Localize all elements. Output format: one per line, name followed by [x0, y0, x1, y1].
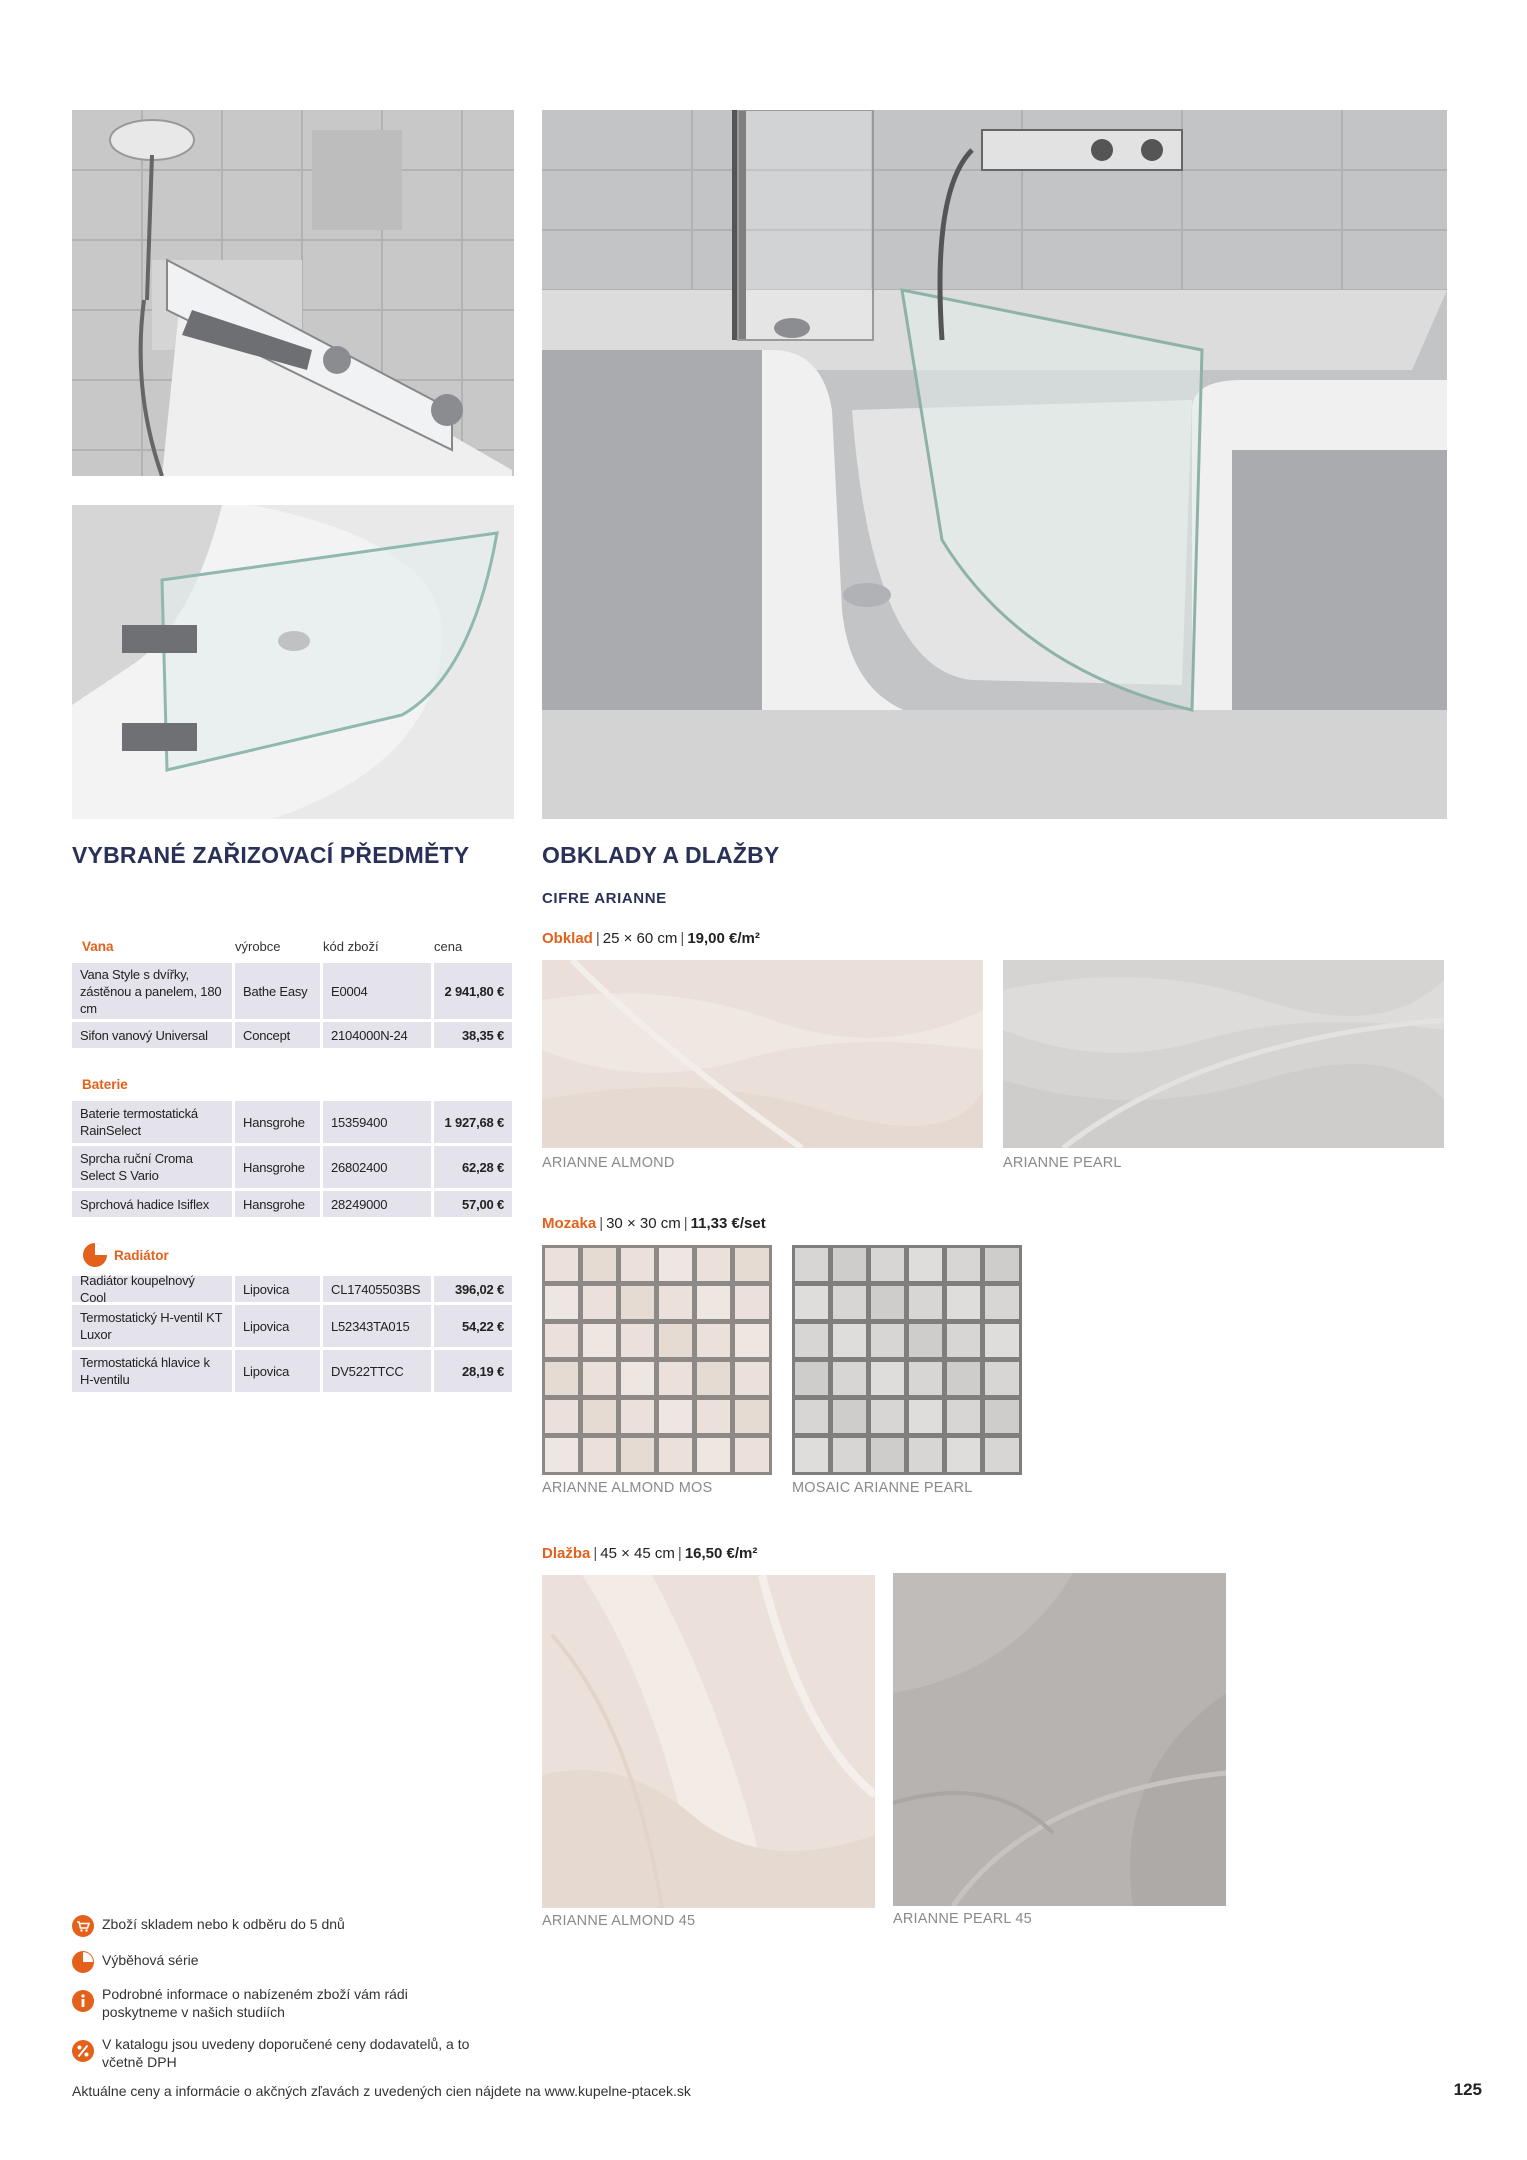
spec-price: 19,00 €/m²: [687, 930, 760, 947]
spec-obklad: Obklad | 25 × 60 cm | 19,00 €/m²: [542, 930, 760, 947]
column-header-price: cena: [434, 938, 463, 954]
spec-label: Dlažba: [542, 1545, 591, 1562]
tile-arianne-almond-45: [542, 1575, 875, 1908]
legend-item: [72, 2035, 472, 2071]
caption-arianne-almond-mos: ARIANNE ALMOND MOS: [542, 1480, 713, 1496]
pie-clearance-icon: [82, 1242, 108, 1268]
percent-icon: [72, 2040, 94, 2062]
product-code: CL17405503BS: [323, 1276, 431, 1302]
spec-label: Mozaka: [542, 1215, 597, 1232]
photo-glass-door-detail: [72, 505, 514, 819]
table-row: [72, 1146, 512, 1188]
info-icon: [72, 1990, 94, 2012]
product-manufacturer: Hansgrohe: [235, 1146, 320, 1188]
section-header-vana: [72, 932, 512, 960]
spec-price: 11,33 €/set: [690, 1215, 766, 1232]
product-name: Termostatický H-ventil KT Luxor: [72, 1305, 232, 1347]
spec-size: 30 × 30 cm: [606, 1215, 681, 1232]
table-row: [72, 1305, 512, 1347]
tile-arianne-pearl: [1003, 960, 1444, 1148]
table-row: [72, 1191, 512, 1217]
product-manufacturer: Lipovica: [235, 1350, 320, 1392]
caption-arianne-pearl: ARIANNE PEARL: [1003, 1155, 1122, 1171]
product-name: Baterie termostatická RainSelect: [72, 1101, 232, 1143]
caption-arianne-pearl-45: ARIANNE PEARL 45: [893, 1911, 1032, 1927]
collection-name: CIFRE ARIANNE: [542, 890, 667, 907]
spec-label: Obklad: [542, 930, 593, 947]
product-price: 62,28 €: [434, 1146, 512, 1188]
footer-note: Aktuálne ceny a informácie o akčných zľavách z uvedených cien nájdete na www.kupelne-ptacek.sk: [72, 2083, 691, 2099]
caption-mosaic-arianne-pearl: MOSAIC ARIANNE PEARL: [792, 1480, 973, 1496]
section-title: Radiátor: [114, 1247, 169, 1263]
product-manufacturer: Bathe Easy: [235, 963, 320, 1019]
legend-item: [72, 1951, 199, 1973]
product-name: Vana Style s dvířky, zástěnou a panelem, 180 cm: [72, 963, 232, 1019]
table-row: [72, 1350, 512, 1392]
product-price: 54,22 €: [434, 1305, 512, 1347]
product-price: 28,19 €: [434, 1350, 512, 1392]
product-code: E0004: [323, 963, 431, 1019]
product-price: 396,02 €: [434, 1276, 512, 1302]
product-code: 28249000: [323, 1191, 431, 1217]
section-title-wrap: [72, 1242, 231, 1268]
pie-clearance-icon: [72, 1951, 94, 1973]
table-row: [72, 1022, 512, 1048]
section-header-baterie: [72, 1070, 512, 1098]
product-price: 2 941,80 €: [434, 963, 512, 1019]
spec-size: 45 × 45 cm: [600, 1545, 675, 1562]
product-price: 57,00 €: [434, 1191, 512, 1217]
photo-bathtub-with-door: [542, 110, 1447, 819]
table-row: [72, 1101, 512, 1143]
caption-arianne-almond-45: ARIANNE ALMOND 45: [542, 1913, 696, 1929]
tile-mosaic-arianne-pearl: [792, 1245, 1022, 1475]
legend-item: [72, 1915, 345, 1937]
section-header-radiator: [72, 1237, 512, 1273]
spec-price: 16,50 €/m²: [684, 1545, 758, 1562]
spec-size: 25 × 60 cm: [602, 930, 678, 947]
caption-arianne-almond: ARIANNE ALMOND: [542, 1155, 675, 1171]
tile-arianne-almond-mos: [542, 1245, 772, 1475]
product-code: DV522TTCC: [323, 1350, 431, 1392]
section-title: Baterie: [82, 1076, 128, 1092]
spec-dlazba: Dlažba | 45 × 45 cm | 16,50 €/m²: [542, 1545, 758, 1562]
cart-stock-icon: [72, 1915, 94, 1937]
product-code: 26802400: [323, 1146, 431, 1188]
product-price: 1 927,68 €: [434, 1101, 512, 1143]
product-code: 2104000N-24: [323, 1022, 431, 1048]
product-code: L52343TA015: [323, 1305, 431, 1347]
column-header-manufacturer: výrobce: [235, 938, 281, 954]
legend-text: Zboží skladem nebo k odběru do 5 dnů: [102, 1916, 345, 1932]
table-row: [72, 1273, 512, 1305]
spec-mozaika: Mozaka | 30 × 30 cm | 11,33 €/set: [542, 1215, 766, 1232]
right-heading: OBKLADY A DLAŽBY: [542, 842, 780, 868]
legend-text: Výběhová série: [102, 1952, 199, 1968]
product-manufacturer: Concept: [235, 1022, 320, 1048]
product-manufacturer: Hansgrohe: [235, 1191, 320, 1217]
page-number: 125: [1453, 2080, 1482, 2099]
left-heading: VYBRANÉ ZAŘIZOVACÍ PŘEDMĚTY: [72, 842, 470, 868]
photo-shower-mixer: [72, 110, 514, 476]
product-code: 15359400: [323, 1101, 431, 1143]
table-row: [72, 963, 512, 1019]
section-title: Vana: [82, 938, 114, 954]
product-name: Radiátor koupelnový Cool: [72, 1276, 232, 1302]
product-table: [72, 932, 512, 1392]
legend-item: [72, 1985, 472, 2021]
product-manufacturer: Lipovica: [235, 1305, 320, 1347]
product-name: Termostatická hlavice k H-ventilu: [72, 1350, 232, 1392]
column-header-code: kód zboží: [323, 938, 379, 954]
product-name: Sprchová hadice Isiflex: [72, 1191, 232, 1217]
legend-text: V katalogu jsou uvedeny doporučené ceny dodavatelů, a to včetně DPH: [102, 2036, 470, 2070]
tile-arianne-pearl-45: [893, 1573, 1226, 1906]
product-manufacturer: Hansgrohe: [235, 1101, 320, 1143]
tile-arianne-almond: [542, 960, 983, 1148]
product-price: 38,35 €: [434, 1022, 512, 1048]
product-name: Sprcha ruční Croma Select S Vario: [72, 1146, 232, 1188]
product-name: Sifon vanový Universal: [72, 1022, 232, 1048]
legend-text: Podrobné informace o nabízeném zboží vám rádi poskytneme v našich studiích: [102, 1986, 408, 2020]
product-manufacturer: Lipovica: [235, 1276, 320, 1302]
